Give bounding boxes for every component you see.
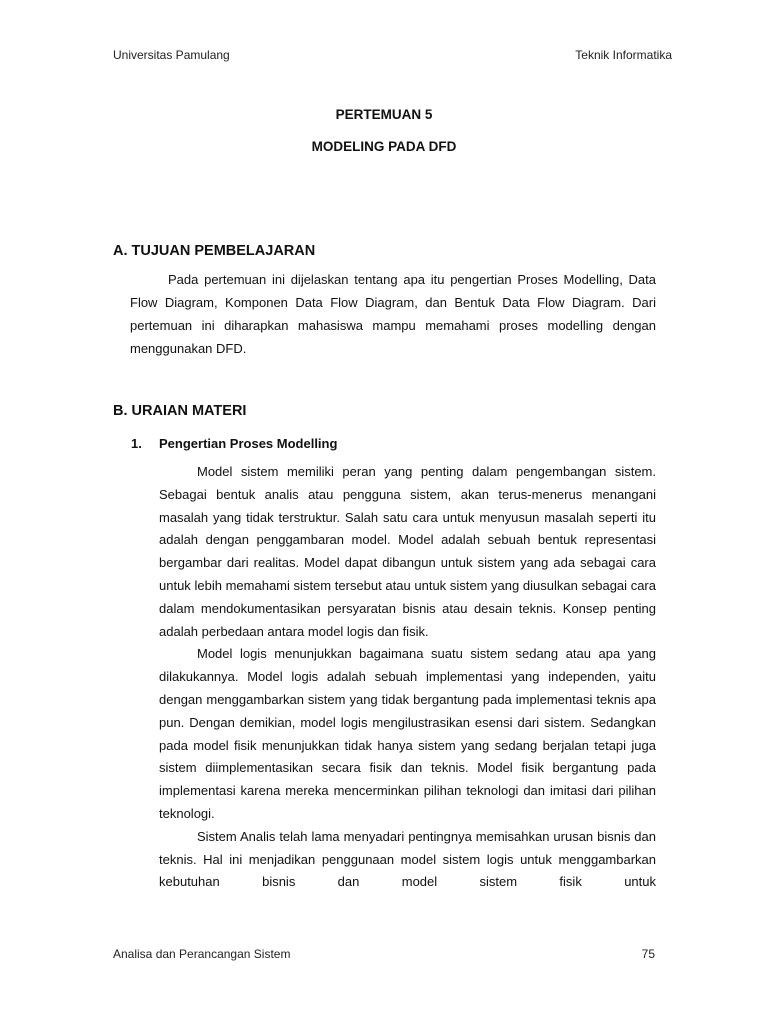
header-university: Universitas Pamulang	[113, 48, 230, 62]
subsection-number: 1.	[131, 436, 142, 451]
body-paragraph-3: Sistem Analis telah lama menyadari pentingnya memisahkan urusan bisnis dan teknis. Hal ini menjadikan penggunaan model sistem logis untuk menggambarkan kebutuhan bisnis dan model sistem fisik untuk	[159, 828, 656, 890]
subsection-body	[159, 461, 656, 894]
chapter-title: MODELING PADA DFD	[311, 139, 457, 154]
footer-course-title: Analisa dan Perancangan Sistem	[113, 947, 291, 961]
body-paragraph-1: Model sistem memiliki peran yang penting dalam pengembangan sistem. Sebagai bentuk analis atau pengguna sistem, akan terus-menerus menangani masalah yang tidak terstruktur. Salah satu cara untuk menyusun masalah seperti itu adalah dengan penggambaran model. Model adalah sebuah bentuk representasi bergambar dari realitas. Model dapat dibangun untuk sistem yang ada sebagai cara untuk lebih memahami sistem tersebut atau untuk sistem yang diusulkan sebagai cara dalam mendokumentasikan persyaratan bisnis atau desain teknis. Konsep penting adalah perbedaan antara model logis dan fisik.	[159, 464, 656, 639]
chapter-heading: PERTEMUAN 5	[335, 107, 433, 122]
body-paragraph-2: Model logis menunjukkan bagaimana suatu sistem sedang atau apa yang dilakukannya. Model logis adalah sebuah implementasi yang independen, yaitu dengan menggambarkan sistem yang tidak bergantung pada implementasi teknis apa pun. Dengan demikian, model logis mengilustrasikan esensi dari sistem. Sedangkan pada model fisik menunjukkan tidak hanya sistem yang sedang berjalan tetapi juga sistem diimplementasikan secara fisik dan teknis. Model fisik bergantung pada implementasi karena mereka mencerminkan pilihan teknologi dan imitasi dari pilihan teknologi.	[159, 646, 656, 821]
section-a-heading: A. TUJUAN PEMBELAJARAN	[113, 243, 316, 259]
section-b-heading: B. URAIAN MATERI	[113, 403, 247, 419]
section-a-paragraph: Pada pertemuan ini dijelaskan tentang apa itu pengertian Proses Modelling, Data Flow Diagram, Komponen Data Flow Diagram, dan Bentuk Data Flow Diagram. Dari pertemuan ini diharapkan mahasiswa mampu memahami proses modelling dengan menggunakan DFD.	[130, 272, 656, 356]
header-department: Teknik Informatika	[575, 48, 672, 62]
subsection-title: Pengertian Proses Modelling	[159, 436, 338, 451]
footer-page-number: 75	[641, 947, 655, 961]
